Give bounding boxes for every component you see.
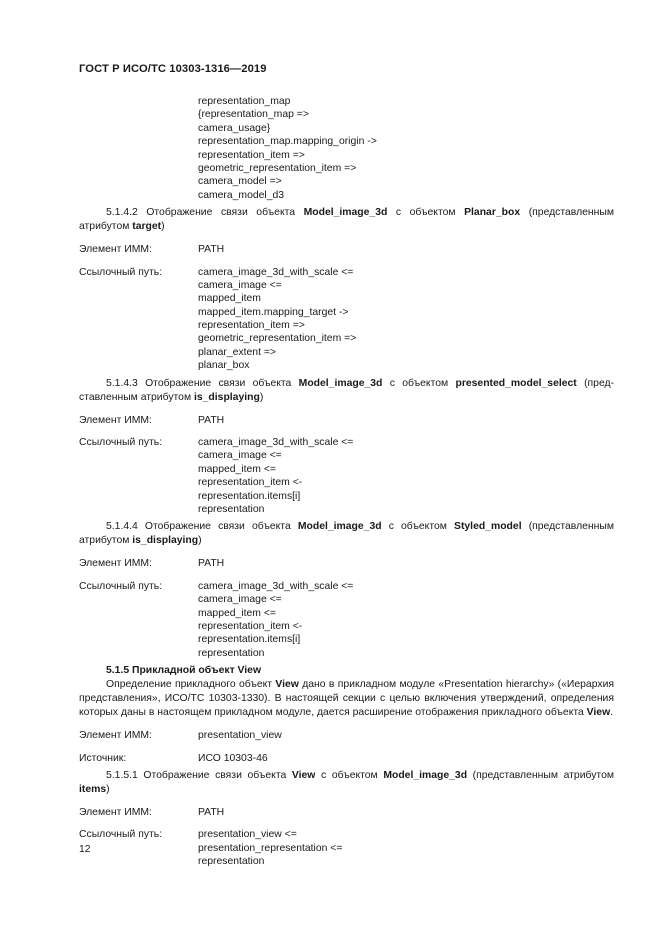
path-line: mapped_item xyxy=(198,293,261,305)
path-line: mapped_item <= xyxy=(198,607,276,619)
element-row xyxy=(79,729,614,742)
path-line: representation_map.mapping_origin -> xyxy=(198,136,377,148)
ref-path-row xyxy=(79,436,614,516)
ref-path-row xyxy=(79,580,614,660)
path-line: planar_extent => xyxy=(198,346,276,358)
section-5144-heading: 5.1.4.4 Отображение связи объекта Model_image_3d с объектом Styled_model (представленным атрибутом is_displaying) xyxy=(79,521,614,547)
ref-path-label: Ссылочный путь: xyxy=(79,266,163,278)
ref-path-value xyxy=(198,436,614,516)
document-header: ГОСТ Р ИСО/ТС 10303-1316—2019 xyxy=(79,63,267,75)
path-line: {representation_map => xyxy=(198,109,309,121)
path-line: presentation_view <= xyxy=(198,829,297,841)
path-line: representation_item => xyxy=(198,320,305,332)
path-line: camera_usage} xyxy=(198,122,271,134)
element-label: Элемент ИММ: xyxy=(79,730,152,742)
path-line: camera_image <= xyxy=(198,450,282,462)
source-value: ИСО 10303-46 xyxy=(198,752,268,764)
ref-path-label: Ссылочный путь: xyxy=(79,829,163,841)
path-line: representation_item => xyxy=(198,149,305,161)
element-label: Элемент ИММ: xyxy=(79,806,152,818)
path-line: camera_image_3d_with_scale <= xyxy=(198,437,354,449)
path-line: mapped_item <= xyxy=(198,463,276,475)
element-value: presentation_view xyxy=(198,730,282,742)
source-label: Источник: xyxy=(79,752,127,764)
ref-path-label: Ссылочный путь: xyxy=(79,437,163,449)
element-value: PATH xyxy=(198,244,225,256)
path-line: presentation_representation <= xyxy=(198,842,343,854)
path-line: representation xyxy=(198,504,265,516)
ref-path-row xyxy=(79,828,614,868)
path-line: camera_image <= xyxy=(198,279,282,291)
page-number: 12 xyxy=(79,844,91,855)
path-line: camera_model_d3 xyxy=(198,189,285,201)
path-line: camera_model => xyxy=(198,176,282,188)
source-row xyxy=(79,752,614,765)
path-line: representation_item <- xyxy=(198,620,303,632)
element-value: PATH xyxy=(198,414,225,426)
path-line: representation_map xyxy=(198,96,291,107)
ref-path-label: Ссылочный путь: xyxy=(79,580,163,592)
path-line: representation.items[i] xyxy=(198,490,301,502)
path-line: representation xyxy=(198,647,265,659)
element-row xyxy=(79,243,614,256)
ref-path-value xyxy=(198,580,614,660)
path-line: representation_item <- xyxy=(198,477,303,489)
path-line: camera_image_3d_with_scale <= xyxy=(198,580,354,592)
ref-path-row xyxy=(79,266,614,373)
element-row xyxy=(79,414,614,427)
document-body xyxy=(79,95,614,869)
section-515-title: 5.1.5 Прикладной объект View xyxy=(106,665,262,677)
ref-path-value xyxy=(198,266,614,373)
path-line: geometric_representation_item => xyxy=(198,162,357,174)
element-label: Элемент ИММ: xyxy=(79,414,152,426)
element-value: PATH xyxy=(198,806,225,818)
ref-path-value xyxy=(198,828,614,868)
path-line: mapped_item.mapping_target -> xyxy=(198,306,349,318)
path-line: camera_image_3d_with_scale <= xyxy=(198,266,354,278)
section-5151-heading: 5.1.5.1 Отображение связи объекта View с объектом Model_image_3d (представленным атрибутом items) xyxy=(79,769,614,795)
element-value: PATH xyxy=(198,558,225,570)
section-5142-heading: 5.1.4.2 Отображение связи объекта Model_image_3d с объектом Planar_box (представленным атрибутом target) xyxy=(79,207,615,233)
element-label: Элемент ИММ: xyxy=(79,558,152,570)
element-row xyxy=(79,557,614,570)
intro-reference-path xyxy=(198,95,614,202)
path-line: representation xyxy=(198,856,265,868)
path-line: geometric_representation_item => xyxy=(198,333,357,345)
path-line: camera_image <= xyxy=(198,594,282,606)
path-line: planar_box xyxy=(198,360,250,372)
path-line: representation.items[i] xyxy=(198,634,301,646)
section-515-definition: Определение прикладного объект View дано в прикладном модуле «Presentation hierarchy» («Иерархия представления», ИСО/ТС 10303-1330). В настоящей секции с целью включения утверждений, определения которых даны в настоящем прикладном модуле, дается расширение отображения прикладного объекта View. xyxy=(79,679,614,719)
section-5143-heading: 5.1.4.3 Отображение связи объекта Model_image_3d с объектом presented_model_select (пред-ставленным атрибутом is_displaying) xyxy=(79,377,615,403)
element-label: Элемент ИММ: xyxy=(79,244,152,256)
element-row xyxy=(79,806,614,819)
